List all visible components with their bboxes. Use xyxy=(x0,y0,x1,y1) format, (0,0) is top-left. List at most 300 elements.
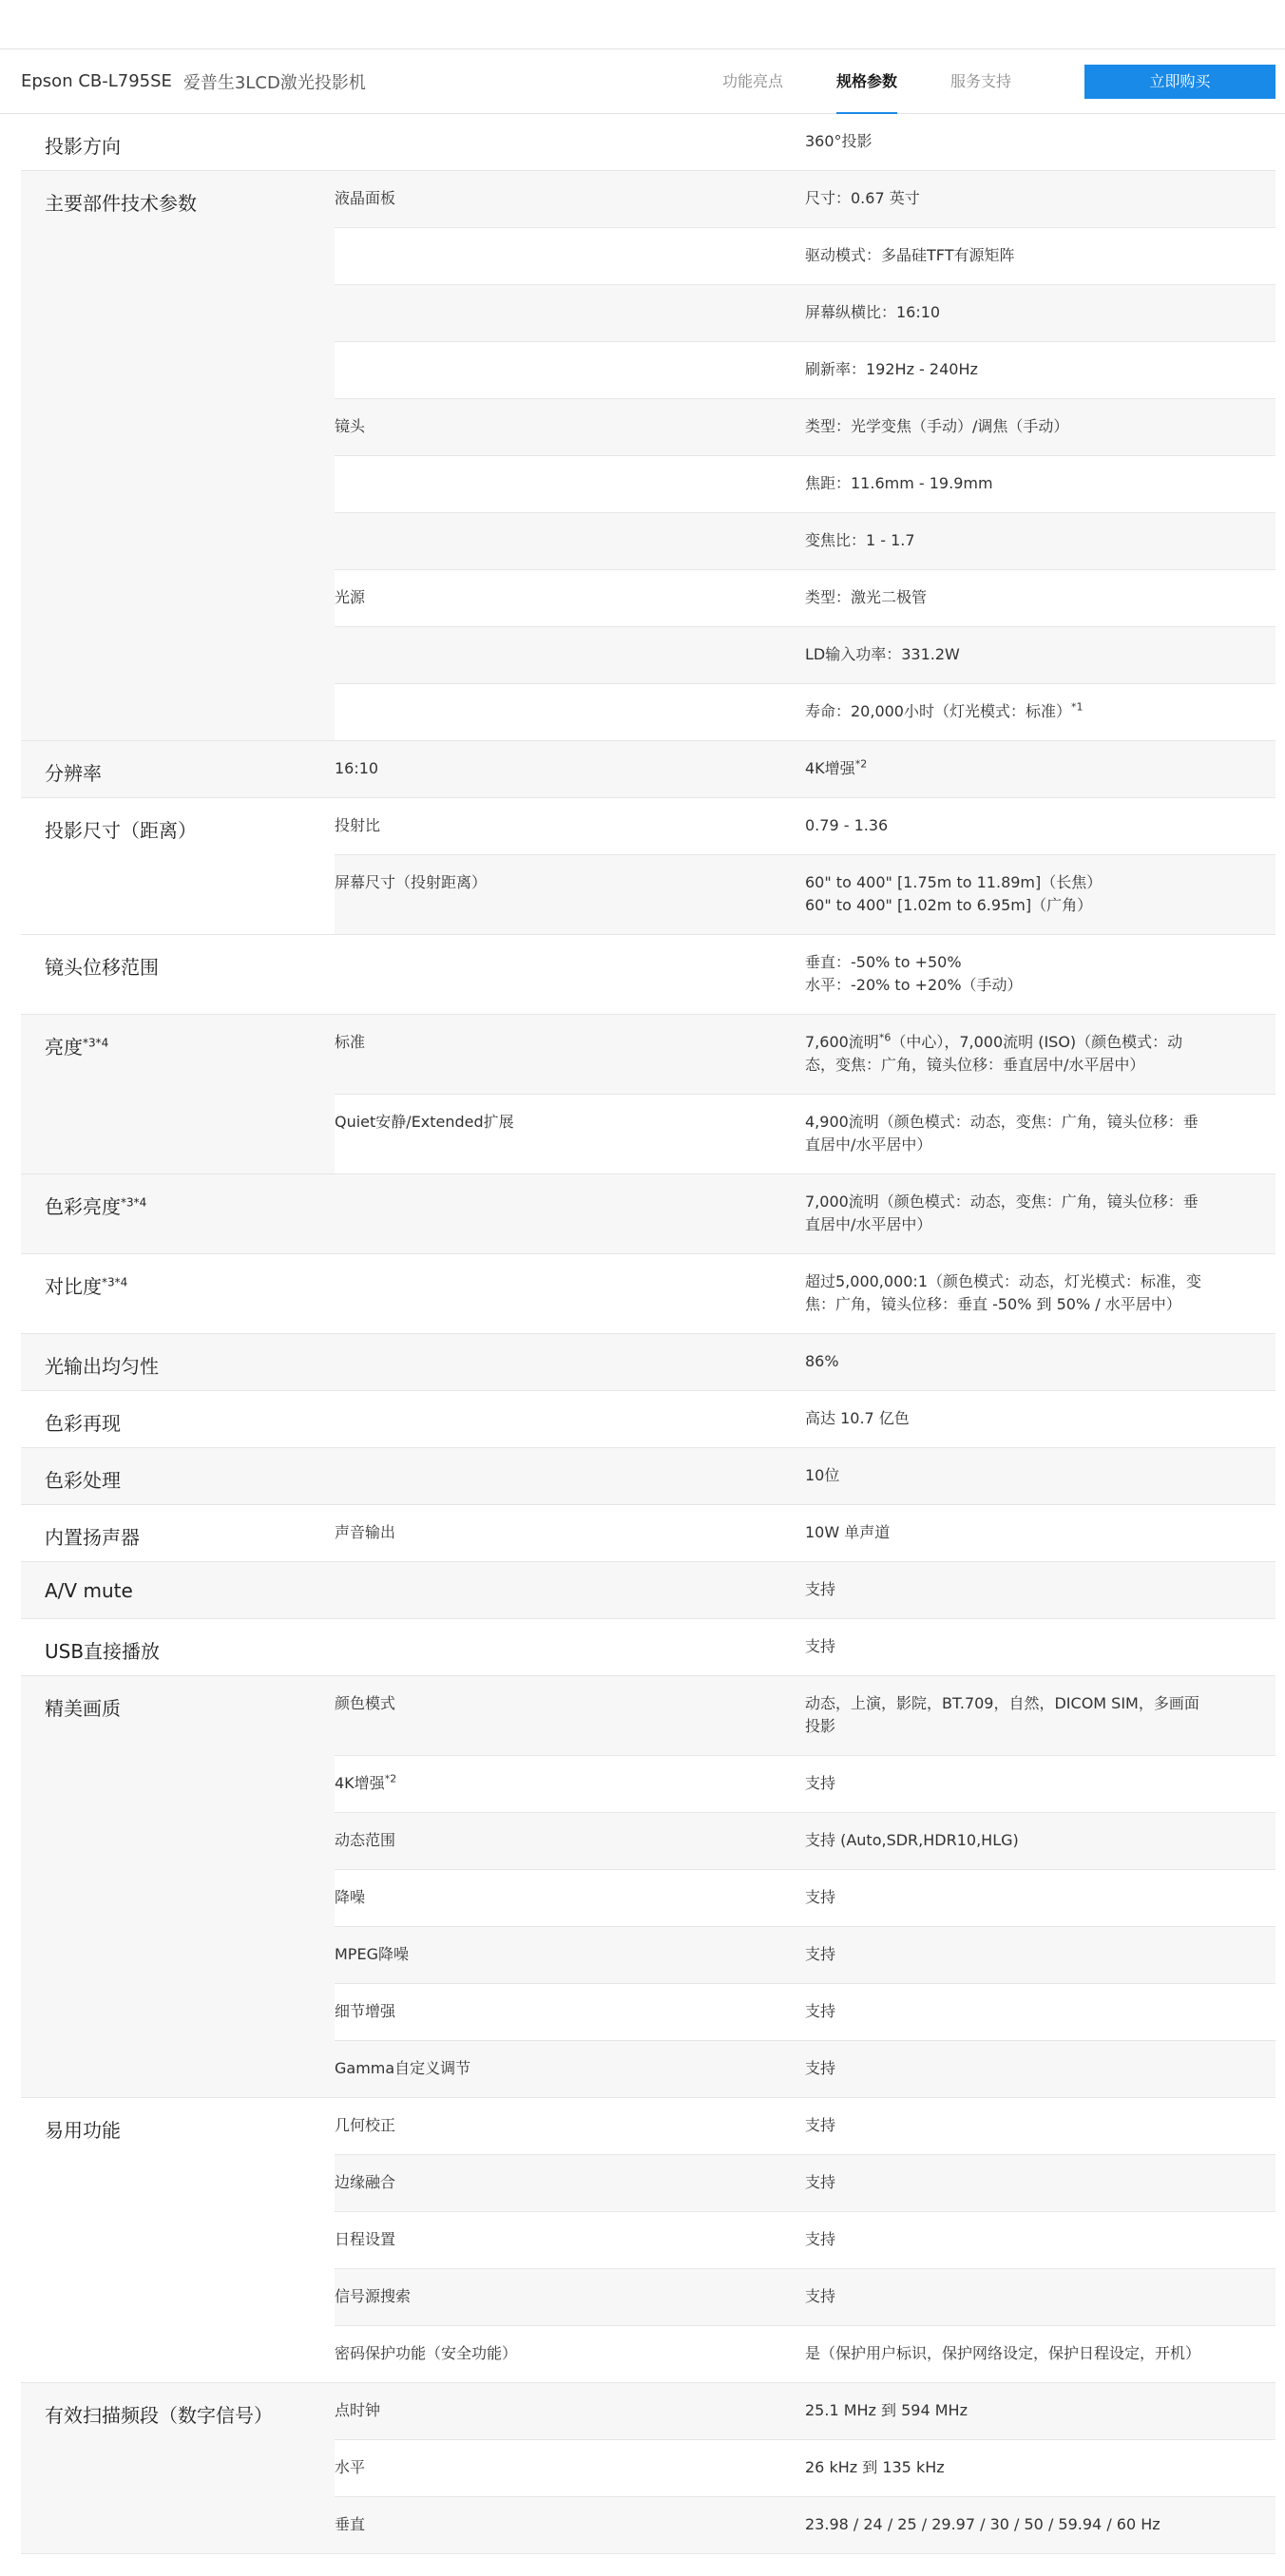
spec-category-label: 内置扬声器 xyxy=(45,1526,140,1549)
table-row xyxy=(335,228,1275,285)
spec-value-line xyxy=(805,2456,1247,2479)
spec-value-text: 支持 xyxy=(805,2059,836,2077)
table-row xyxy=(335,456,1275,513)
spec-category xyxy=(21,1254,335,1333)
spec-category xyxy=(21,1448,335,1504)
spec-value xyxy=(805,1756,1275,1812)
spec-group xyxy=(21,1448,1275,1505)
spec-value-line xyxy=(805,244,1247,267)
spec-value xyxy=(805,342,1275,398)
table-row xyxy=(335,1870,1275,1927)
spec-subcategory-label: 投射比 xyxy=(335,816,381,834)
spec-category-label: 精美画质 xyxy=(45,1697,121,1720)
spec-value-line xyxy=(805,1407,1247,1430)
table-row xyxy=(335,1391,1275,1447)
spec-subcategory xyxy=(335,684,805,740)
spec-group xyxy=(21,1391,1275,1448)
table-row xyxy=(335,1448,1275,1504)
spec-category xyxy=(21,2383,335,2553)
spec-value xyxy=(805,171,1275,227)
spec-rows xyxy=(335,1562,1275,1618)
spec-category xyxy=(21,1391,335,1447)
spec-value xyxy=(805,2383,1275,2439)
spec-group xyxy=(21,935,1275,1015)
spec-value-text: 25.1 MHz 到 594 MHz xyxy=(805,2401,968,2419)
spec-value-text: 类型：激光二极管 xyxy=(805,588,928,606)
spec-value-line xyxy=(805,1111,1247,1134)
spec-value xyxy=(805,2041,1275,2097)
spec-value-text: 尺寸：0.67 英寸 xyxy=(805,189,920,207)
spec-value-text: （中心），7,000流明 (ISO)（颜色模式：动 xyxy=(891,1033,1183,1051)
spec-value-text: 4,900流明（颜色模式：动态，变焦：广角，镜头位移：垂 xyxy=(805,1113,1199,1131)
spec-rows xyxy=(335,741,1275,797)
spec-value-line xyxy=(805,871,1247,894)
spec-category-label: 投影方向 xyxy=(45,135,121,158)
spec-subcategory xyxy=(335,2497,805,2553)
table-row xyxy=(335,570,1275,627)
spec-value xyxy=(805,2212,1275,2268)
spec-value-line xyxy=(805,2399,1247,2422)
buy-now-button[interactable]: 立即购买 xyxy=(1084,65,1275,99)
spec-subcategory xyxy=(335,1984,805,2040)
table-row xyxy=(335,684,1275,740)
spec-value-text: 动态，上演，影院，BT.709，自然，DICOM SIM，多画面 xyxy=(805,1694,1199,1712)
spec-subcategory-label: MPEG降噪 xyxy=(335,1945,409,1963)
spec-value xyxy=(805,513,1275,569)
table-row xyxy=(335,1984,1275,2041)
spec-value-line xyxy=(805,2171,1247,2194)
spec-group xyxy=(21,798,1275,935)
spec-subcategory xyxy=(335,1870,805,1926)
spec-value-text: 支持 xyxy=(805,1888,836,1906)
spec-category-label: 镜头位移范围 xyxy=(45,956,159,979)
table-row xyxy=(335,2440,1275,2497)
spec-subcategory xyxy=(335,1813,805,1869)
tab-specs[interactable]: 规格参数 xyxy=(836,49,897,114)
spec-value-text: 支持 xyxy=(805,1774,836,1792)
spec-subcategory xyxy=(335,1562,805,1618)
spec-subcategory-label: 点时钟 xyxy=(335,2401,381,2419)
spec-category xyxy=(21,114,335,170)
spec-value-line xyxy=(805,2342,1247,2365)
spec-subcategory xyxy=(335,285,805,341)
spec-value xyxy=(805,228,1275,284)
spec-value xyxy=(805,935,1275,1014)
spec-value-text: 86% xyxy=(805,1352,839,1370)
spec-value-line xyxy=(805,415,1247,438)
table-row xyxy=(335,1676,1275,1756)
spec-value xyxy=(805,1015,1275,1094)
spec-value-line xyxy=(805,1772,1247,1795)
spec-value xyxy=(805,399,1275,455)
spec-value-line xyxy=(805,2285,1247,2308)
spec-value xyxy=(805,1505,1275,1561)
spec-subcategory xyxy=(335,342,805,398)
spec-value-line xyxy=(805,1191,1247,1213)
spec-value-line: 投影 xyxy=(805,1717,836,1735)
spec-value xyxy=(805,1927,1275,1983)
table-row xyxy=(335,171,1275,228)
spec-value-line xyxy=(805,1692,1247,1715)
spec-rows xyxy=(335,935,1275,1014)
spec-subcategory xyxy=(335,456,805,512)
spec-value xyxy=(805,285,1275,341)
spec-value xyxy=(805,1619,1275,1675)
spec-subcategory xyxy=(335,1095,805,1174)
footnote-ref: *1 xyxy=(1071,700,1084,714)
spec-subcategory xyxy=(335,1015,805,1094)
spec-value-line xyxy=(805,187,1247,210)
spec-subcategory xyxy=(335,1391,805,1447)
spec-group xyxy=(21,1505,1275,1562)
spec-value-line xyxy=(805,1464,1247,1487)
table-row xyxy=(335,2269,1275,2326)
spec-value-text: 类型：光学变焦（手动）/调焦（手动） xyxy=(805,417,1069,435)
spec-value-line xyxy=(805,1270,1247,1293)
spec-group xyxy=(21,1015,1275,1174)
spec-value-text: 7,600流明 xyxy=(805,1033,879,1051)
spec-value-line xyxy=(805,1886,1247,1909)
table-row xyxy=(335,1254,1275,1333)
spec-value xyxy=(805,684,1275,740)
spec-value-text: 支持 xyxy=(805,1637,836,1655)
spec-table xyxy=(21,114,1275,2554)
table-row xyxy=(335,1562,1275,1618)
spec-value xyxy=(805,114,1275,170)
spec-value-text: 23.98 / 24 / 25 / 29.97 / 30 / 50 / 59.94 / 60 Hz xyxy=(805,2515,1160,2533)
table-row xyxy=(335,2098,1275,2155)
table-row xyxy=(335,2155,1275,2212)
spec-subcategory-label: 16:10 xyxy=(335,759,379,777)
spec-value-line: 直居中/水平居中） xyxy=(805,1215,932,1233)
spec-category xyxy=(21,1619,335,1675)
table-row xyxy=(335,2326,1275,2382)
table-row xyxy=(335,935,1275,1014)
table-row xyxy=(335,342,1275,399)
spec-value-line xyxy=(805,1943,1247,1966)
spec-rows xyxy=(335,171,1275,740)
spec-category xyxy=(21,171,335,740)
spec-group xyxy=(21,1174,1275,1254)
spec-value-text: 0.79 - 1.36 xyxy=(805,816,889,834)
spec-group xyxy=(21,1676,1275,2098)
spec-subcategory-label: 光源 xyxy=(335,588,366,606)
spec-subcategory xyxy=(335,114,805,170)
spec-value xyxy=(805,1334,1275,1390)
table-row xyxy=(335,285,1275,342)
table-row xyxy=(335,1095,1275,1174)
spec-subcategory-label: Quiet安静/Extended扩展 xyxy=(335,1113,514,1131)
spec-value-text: 60" to 400" [1.75m to 11.89m]（长焦） xyxy=(805,873,1103,891)
spec-value-line xyxy=(805,1521,1247,1544)
product-description: 爱普生3LCD激光投影机 xyxy=(182,72,366,93)
spec-subcategory xyxy=(335,935,805,1014)
table-row xyxy=(335,1619,1275,1675)
spec-value-line xyxy=(805,1635,1247,1658)
spec-value-text: 支持 xyxy=(805,2230,836,2248)
spec-group xyxy=(21,741,1275,798)
spec-value-line: 态，变焦：广角，镜头位移：垂直居中/水平居中） xyxy=(805,1056,1145,1074)
spec-value-line xyxy=(805,1350,1247,1373)
spec-rows xyxy=(335,2098,1275,2382)
spec-value-text: 支持 xyxy=(805,2002,836,2020)
spec-subcategory xyxy=(335,2098,805,2154)
spec-rows xyxy=(335,1174,1275,1253)
spec-group xyxy=(21,2098,1275,2383)
spec-value xyxy=(805,627,1275,683)
table-row xyxy=(335,1015,1275,1095)
spec-value xyxy=(805,2440,1275,2496)
spec-subcategory xyxy=(335,2440,805,2496)
table-row xyxy=(335,2383,1275,2440)
table-row xyxy=(335,1813,1275,1870)
spec-value xyxy=(805,2497,1275,2553)
spec-value-text: 26 kHz 到 135 kHz xyxy=(805,2458,945,2476)
spec-rows xyxy=(335,1015,1275,1174)
spec-value-line xyxy=(805,1031,1247,1054)
table-row xyxy=(335,1334,1275,1390)
spec-subcategory xyxy=(335,2383,805,2439)
spec-subcategory-label: 几何校正 xyxy=(335,2116,396,2134)
spec-rows xyxy=(335,798,1275,934)
subnav-tabs xyxy=(722,49,1064,114)
spec-subcategory-label: 镜头 xyxy=(335,417,366,435)
spec-value-line: 60" to 400" [1.02m to 6.95m]（广角） xyxy=(805,896,1093,914)
spec-value-text: 刷新率：192Hz - 240Hz xyxy=(805,360,978,378)
spec-value-text: 支持 xyxy=(805,2116,836,2134)
spec-value-line xyxy=(805,643,1247,666)
spec-value xyxy=(805,1984,1275,2040)
spec-subcategory-label: 信号源搜索 xyxy=(335,2287,412,2305)
spec-category xyxy=(21,798,335,934)
spec-value xyxy=(805,456,1275,512)
spec-value xyxy=(805,1870,1275,1926)
table-row xyxy=(335,1756,1275,1813)
spec-subcategory-label: 水平 xyxy=(335,2458,366,2476)
spec-subcategory-label: 日程设置 xyxy=(335,2230,396,2248)
spec-value xyxy=(805,1174,1275,1253)
spec-value-text: 360°投影 xyxy=(805,132,873,150)
spec-value xyxy=(805,741,1275,797)
spec-subcategory xyxy=(335,1676,805,1755)
spec-subcategory-label: 降噪 xyxy=(335,1888,366,1906)
spec-category-label: 色彩再现 xyxy=(45,1412,121,1435)
spec-group xyxy=(21,1254,1275,1334)
spec-value-line xyxy=(805,2057,1247,2080)
spec-value-text: 支持 (Auto,SDR,HDR10,HLG) xyxy=(805,1831,1019,1849)
spec-category-label: 色彩处理 xyxy=(45,1469,121,1492)
spec-subcategory xyxy=(335,2326,805,2382)
spec-subcategory xyxy=(335,1619,805,1675)
spec-subcategory xyxy=(335,171,805,227)
spec-subcategory xyxy=(335,1927,805,1983)
spec-group xyxy=(21,1334,1275,1391)
table-row xyxy=(335,1927,1275,1984)
spec-value-text: 变焦比：1 - 1.7 xyxy=(805,531,915,549)
spec-value xyxy=(805,1095,1275,1174)
table-row xyxy=(335,2212,1275,2269)
spec-subcategory-label: 动态范围 xyxy=(335,1831,396,1849)
footnote-ref: *2 xyxy=(384,1772,397,1785)
table-row xyxy=(335,2497,1275,2553)
table-row xyxy=(335,855,1275,934)
spec-subcategory-label: 细节增强 xyxy=(335,2002,396,2020)
spec-value-text: 7,000流明（颜色模式：动态，变焦：广角，镜头位移：垂 xyxy=(805,1193,1199,1211)
spec-subcategory-label: 4K增强 xyxy=(335,1774,385,1792)
footnote-ref: *3*4 xyxy=(83,1036,109,1050)
spec-value-line xyxy=(805,700,1247,723)
spec-category-label: 易用功能 xyxy=(45,2119,121,2142)
spec-category-label: 光输出均匀性 xyxy=(45,1355,159,1378)
footnote-ref: *3*4 xyxy=(102,1275,128,1289)
spec-category-label: 分辨率 xyxy=(45,762,102,785)
spec-value-text: 是（保护用户标识，保护网络设定，保护日程设定，开机） xyxy=(805,2344,1201,2362)
spec-category-label: 投影尺寸（距离） xyxy=(45,819,197,842)
spec-value xyxy=(805,2326,1275,2382)
footnote-ref: *3*4 xyxy=(121,1195,147,1210)
spec-subcategory-label: 颜色模式 xyxy=(335,1694,396,1712)
table-row xyxy=(335,798,1275,855)
spec-value-text: 支持 xyxy=(805,1945,836,1963)
spec-value-text: 驱动模式：多晶硅TFT有源矩阵 xyxy=(805,246,1015,264)
spec-rows xyxy=(335,1254,1275,1333)
spec-category xyxy=(21,1676,335,2097)
spec-subcategory xyxy=(335,1334,805,1390)
spec-subcategory xyxy=(335,228,805,284)
spec-subcategory-label: 边缘融合 xyxy=(335,2173,396,2191)
spec-value-line xyxy=(805,2228,1247,2251)
table-row xyxy=(335,114,1275,170)
spec-category-label: 色彩亮度 xyxy=(45,1195,121,1218)
spec-category xyxy=(21,1015,335,1174)
footnote-ref: *2 xyxy=(854,757,868,771)
table-row xyxy=(335,1505,1275,1561)
spec-value-line xyxy=(805,1829,1247,1852)
spec-value-line xyxy=(805,358,1247,381)
spec-value-text: 支持 xyxy=(805,2173,836,2191)
spec-value-line xyxy=(805,757,1247,780)
spec-subcategory xyxy=(335,513,805,569)
footnote-ref: *6 xyxy=(878,1031,892,1044)
spec-subcategory xyxy=(335,2041,805,2097)
spec-subcategory xyxy=(335,627,805,683)
tab-support[interactable]: 服务支持 xyxy=(950,72,1012,90)
spec-value-text: 屏幕纵横比：16:10 xyxy=(805,303,941,321)
spec-category xyxy=(21,1505,335,1561)
spec-rows xyxy=(335,1619,1275,1675)
table-row xyxy=(335,627,1275,684)
spec-group xyxy=(21,2383,1275,2554)
spec-category-label: 亮度 xyxy=(45,1036,83,1059)
spec-value-line xyxy=(805,472,1247,495)
spec-value-line xyxy=(805,130,1247,153)
table-row xyxy=(335,2041,1275,2097)
spec-value xyxy=(805,855,1275,934)
table-row xyxy=(335,741,1275,797)
table-row xyxy=(335,399,1275,456)
spec-value-line: 直居中/水平居中） xyxy=(805,1135,932,1154)
spec-category-label: 主要部件技术参数 xyxy=(45,192,197,215)
spec-value-line xyxy=(805,2513,1247,2536)
product-model: Epson CB-L795SE xyxy=(21,71,172,91)
spec-value-text: 焦距：11.6mm - 19.9mm xyxy=(805,474,993,492)
spec-value xyxy=(805,570,1275,626)
spec-value-line xyxy=(805,2114,1247,2137)
spec-value xyxy=(805,1448,1275,1504)
spec-category-label: A/V mute xyxy=(45,1579,133,1602)
spec-value-text: 10位 xyxy=(805,1466,840,1484)
spec-value-text: 4K增强 xyxy=(805,759,855,777)
spec-value-text: 垂直：-50% to +50% xyxy=(805,953,962,971)
spec-value xyxy=(805,1254,1275,1333)
spec-value xyxy=(805,1391,1275,1447)
spec-rows xyxy=(335,1505,1275,1561)
spec-group xyxy=(21,1562,1275,1619)
spec-value xyxy=(805,1676,1275,1755)
spec-subcategory-label: 屏幕尺寸（投射距离） xyxy=(335,873,488,891)
spec-subcategory xyxy=(335,1448,805,1504)
spec-rows xyxy=(335,1334,1275,1390)
spec-subcategory xyxy=(335,1505,805,1561)
spec-value xyxy=(805,798,1275,854)
spec-subcategory-label: Gamma自定义调节 xyxy=(335,2059,471,2077)
spec-category-label: 有效扫描频段（数字信号） xyxy=(45,2404,273,2427)
spec-subcategory xyxy=(335,741,805,797)
spec-value-line xyxy=(805,814,1247,837)
spec-category xyxy=(21,2098,335,2382)
spec-subcategory-label: 标准 xyxy=(335,1033,366,1051)
spec-value-text: 寿命：20,000小时（灯光模式：标准） xyxy=(805,702,1071,720)
spec-rows xyxy=(335,1391,1275,1447)
spec-category xyxy=(21,1334,335,1390)
spec-value-text: 超过5,000,000:1（颜色模式：动态，灯光模式：标准，变 xyxy=(805,1272,1202,1290)
site-header-bar xyxy=(0,0,1285,49)
spec-category xyxy=(21,1562,335,1618)
spec-subcategory xyxy=(335,570,805,626)
spec-subcategory xyxy=(335,798,805,854)
spec-value-text: LD输入功率：331.2W xyxy=(805,645,960,663)
product-subnav xyxy=(0,49,1285,114)
spec-group xyxy=(21,171,1275,741)
spec-category xyxy=(21,935,335,1014)
spec-rows xyxy=(335,1676,1275,2097)
spec-value-line xyxy=(805,301,1247,324)
spec-value-line: 焦：广角，镜头位移：垂直 -50% 到 50% / 水平居中） xyxy=(805,1295,1181,1313)
table-row xyxy=(335,513,1275,570)
spec-subcategory xyxy=(335,399,805,455)
spec-subcategory xyxy=(335,855,805,934)
spec-subcategory xyxy=(335,2269,805,2325)
spec-value xyxy=(805,1813,1275,1869)
spec-value-text: 支持 xyxy=(805,2287,836,2305)
spec-value-line: 水平：-20% to +20%（手动） xyxy=(805,976,1023,994)
spec-subcategory xyxy=(335,1756,805,1812)
spec-rows xyxy=(335,114,1275,170)
spec-value xyxy=(805,1562,1275,1618)
table-row xyxy=(335,1174,1275,1253)
spec-subcategory xyxy=(335,2155,805,2211)
tab-highlights[interactable]: 功能亮点 xyxy=(722,72,784,90)
spec-value xyxy=(805,2155,1275,2211)
spec-group xyxy=(21,114,1275,171)
spec-subcategory xyxy=(335,2212,805,2268)
spec-value-text: 10W 单声道 xyxy=(805,1523,891,1541)
spec-subcategory xyxy=(335,1174,805,1253)
spec-category xyxy=(21,741,335,797)
spec-value-line xyxy=(805,2000,1247,2023)
spec-value xyxy=(805,2098,1275,2154)
spec-subcategory-label: 液晶面板 xyxy=(335,189,396,207)
